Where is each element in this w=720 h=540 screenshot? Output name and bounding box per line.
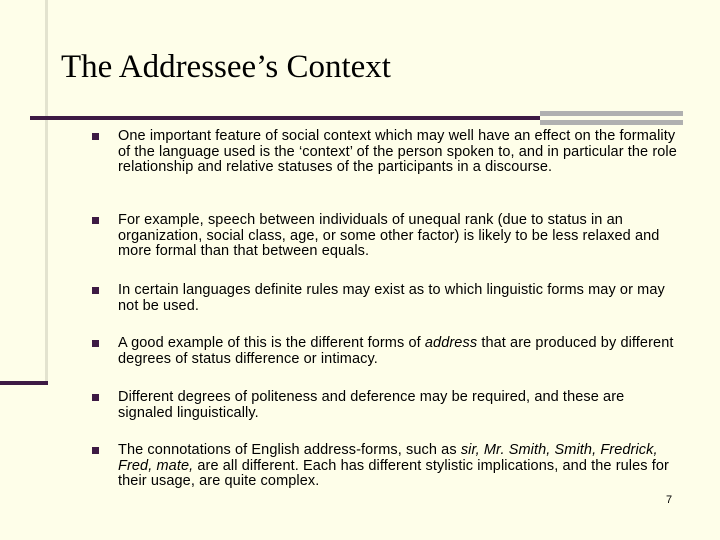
- bullet-text: [118, 390, 680, 421]
- square-bullet-icon: [92, 217, 99, 224]
- square-bullet-icon: [92, 447, 99, 454]
- square-bullet-icon: [92, 133, 99, 140]
- bullet-text: [118, 336, 680, 367]
- bullet-text: [118, 283, 680, 314]
- text-run: A good example of this is the different forms of: [118, 335, 425, 351]
- text-run: are all different. Each has different stylistic implications, and the rules for their usage, are quite complex.: [118, 457, 669, 489]
- bullet-text: [118, 213, 680, 260]
- square-bullet-icon: [92, 394, 99, 401]
- text-run: For example, speech between individuals of unequal rank (due to status in an organization, social class, age, or some other factor) is likely to be less relaxed and more formal than that between equals.: [118, 212, 660, 259]
- italic-text: address: [424, 335, 478, 351]
- italic-text: sir, Mr. Smith, Smith, Fredrick, Fred, mate,: [118, 442, 658, 474]
- square-bullet-icon: [92, 287, 99, 294]
- bullet-text: [118, 129, 680, 176]
- page-number: 7: [666, 494, 673, 506]
- bullet-text: [118, 443, 680, 490]
- text-run: that are produced by different degrees of status difference or intimacy.: [118, 335, 674, 367]
- text-run: Different degrees of politeness and deference may be required, and these are signaled linguistically.: [118, 389, 625, 421]
- square-bullet-icon: [92, 340, 99, 347]
- slide-title: The Addressee’s Context: [61, 49, 391, 85]
- text-run: In certain languages definite rules may exist as to which linguistic forms may or may not be used.: [118, 282, 665, 314]
- text-run: The connotations of English address-forms, such as: [118, 442, 461, 458]
- text-run: One important feature of social context which may well have an effect on the formality of the language used is the ‘context’ of the person spoken to, and in particular the role relationship and relative statuses of the participants in a discourse.: [118, 128, 677, 175]
